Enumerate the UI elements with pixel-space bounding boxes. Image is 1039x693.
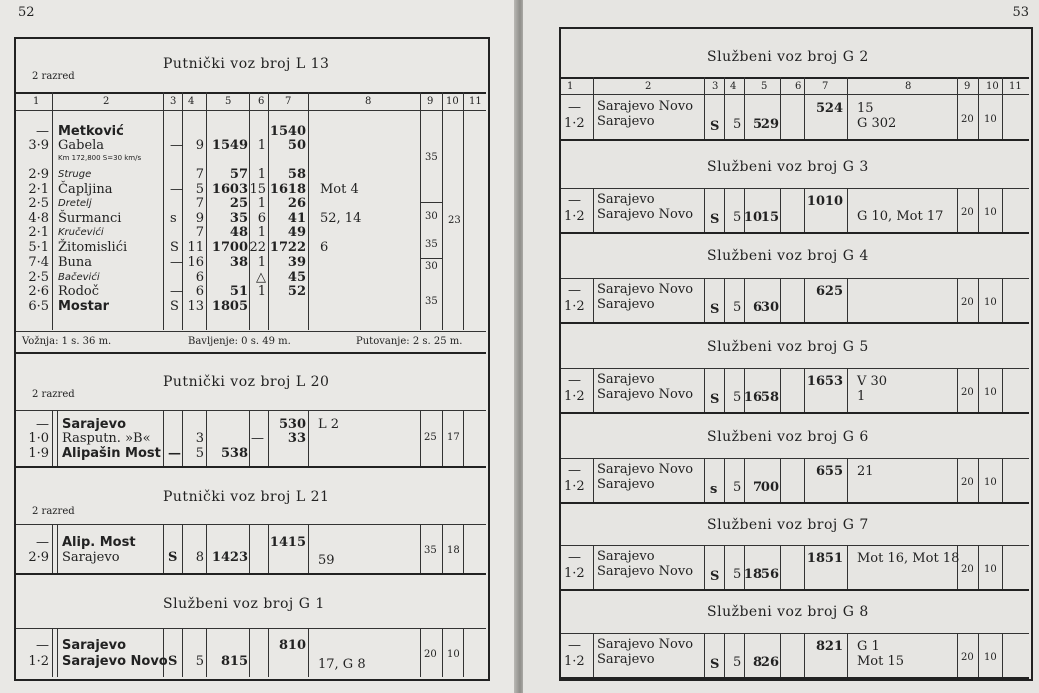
col-header: 10 [446, 96, 459, 107]
col9-cell: 20 [961, 297, 974, 308]
station-name: Sarajevo [62, 638, 126, 653]
station-name: Sarajevo [62, 417, 126, 432]
col10-cell: 10 [984, 387, 997, 398]
col-header: 10 [986, 81, 999, 92]
cell: S [170, 299, 179, 314]
station-name: Metković [58, 124, 124, 139]
hour-cell: 16 [806, 374, 825, 389]
cell: 15 [249, 182, 266, 197]
col9-cell: 35 [425, 239, 438, 250]
cell: 5 [733, 390, 742, 405]
hour-cell: 10 [743, 210, 762, 225]
cell: 7 [195, 225, 204, 240]
cell: 9 [195, 211, 204, 226]
page-number-left: 52 [18, 5, 35, 20]
minute-cell: 49 [287, 225, 306, 240]
cell: Mot 4 [320, 182, 359, 197]
km-cell: 2·5 [28, 270, 49, 285]
col10-cell: 10 [984, 477, 997, 488]
col10-cell: 10 [984, 207, 997, 218]
station-name: Sarajevo Novo [597, 207, 694, 222]
cell: — [168, 446, 181, 461]
cell: S [710, 119, 720, 134]
station-name: Mostar [58, 299, 110, 314]
hour-cell: 18 [211, 299, 230, 314]
minute-cell: 45 [287, 270, 306, 285]
km-cell: — [36, 124, 49, 139]
l13-putovanje: Putovanje: 2 s. 25 m. [356, 336, 463, 347]
cell: 22 [249, 240, 266, 255]
page-number-right: 53 [1012, 5, 1029, 20]
l13-bavljenje: Bavljenje: 0 s. 49 m. [188, 336, 291, 347]
minute-cell: 58 [287, 167, 306, 182]
km-cell: 1·2 [564, 479, 585, 494]
cell: 11 [187, 240, 204, 255]
minute-cell: 21 [824, 639, 843, 654]
hour-cell: 8 [752, 655, 762, 670]
minute-cell: 30 [760, 300, 779, 315]
col-header: 2 [645, 81, 652, 92]
cell: S [710, 392, 720, 407]
cell: S [168, 550, 178, 565]
cell: S [710, 212, 720, 227]
minute-cell: 39 [287, 255, 306, 270]
km-cell: — [568, 283, 581, 298]
hour-cell: 8 [278, 638, 288, 653]
station-name: Sarajevo Novo [62, 654, 168, 669]
cell: 21 [857, 464, 874, 479]
station-name: Rasputn. »B« [62, 431, 151, 446]
minute-cell: 25 [824, 284, 843, 299]
hour-cell: 5 [220, 446, 230, 461]
cell: s [710, 482, 718, 497]
minute-cell: 41 [287, 211, 306, 226]
km-cell: 2·1 [28, 225, 49, 240]
km-cell: 2·9 [28, 550, 49, 565]
hour-cell: 10 [806, 194, 825, 209]
col-header: 6 [258, 96, 265, 107]
minute-cell: 29 [760, 117, 779, 132]
col-header: 2 [103, 96, 110, 107]
col-header: 11 [469, 96, 482, 107]
col9-cell: 35 [425, 152, 438, 163]
hour-cell: 18 [743, 567, 762, 582]
km-cell: 2·6 [28, 284, 49, 299]
hour-cell: 5 [752, 117, 762, 132]
col-header: 1 [567, 81, 574, 92]
hour-cell: 16 [743, 390, 762, 405]
station-name: Rodoč [58, 284, 100, 299]
hour-cell: 8 [815, 639, 825, 654]
minute-cell: 05 [229, 299, 248, 314]
km-cell: 1·2 [564, 209, 585, 224]
cell: 9 [195, 138, 204, 153]
hour-cell: 14 [269, 535, 288, 550]
col-header: 3 [170, 96, 177, 107]
cell: G 302 [857, 116, 897, 131]
train-l20-class: 2 razred [32, 389, 75, 400]
station-name: Sarajevo [597, 297, 655, 312]
cell: L 2 [318, 417, 340, 432]
col9-cell: 20 [961, 207, 974, 218]
cell: G 10, Mot 17 [857, 209, 944, 224]
col-header: 7 [285, 96, 292, 107]
cell: 6 [257, 211, 266, 226]
cell: V 30 [857, 374, 888, 389]
km-cell: 1·2 [564, 566, 585, 581]
km-cell: 1·2 [564, 299, 585, 314]
col10-cell: 10 [447, 649, 460, 660]
km-cell: — [36, 638, 49, 653]
cell: 1 [257, 167, 266, 182]
minute-cell: 15 [229, 654, 248, 669]
station-name: Sarajevo [597, 652, 655, 667]
km-cell: — [568, 373, 581, 388]
hour-cell: 6 [815, 464, 825, 479]
station-name: Sarajevo Novo [597, 462, 694, 477]
minute-cell: 15 [287, 535, 306, 550]
train-g-title: Službeni voz broj G 3 [707, 159, 869, 175]
station-name: Čapljina [58, 182, 113, 197]
col-header: 11 [1009, 81, 1022, 92]
cell: 6 [195, 284, 204, 299]
station-name: Šurmanci [58, 211, 122, 226]
station-name: Sarajevo [597, 477, 655, 492]
minute-cell: 03 [229, 182, 248, 197]
hour-cell: 17 [269, 240, 288, 255]
col9-cell: 35 [425, 296, 438, 307]
km-cell: 1·2 [564, 389, 585, 404]
col-header: 8 [905, 81, 912, 92]
hour-cell: 5 [278, 417, 288, 432]
cell: s [170, 211, 177, 226]
cell: Mot 15 [857, 654, 905, 669]
cell: 13 [187, 299, 204, 314]
station-name: Bačevići [58, 272, 100, 283]
hour-cell: 14 [211, 550, 230, 565]
minute-cell: 24 [824, 101, 843, 116]
col9-cell: 30 [425, 211, 438, 222]
cell: 6 [320, 240, 329, 255]
minute-cell: 00 [229, 240, 248, 255]
cell: 1 [257, 255, 266, 270]
minute-cell: 48 [229, 225, 248, 240]
minute-cell: 33 [287, 431, 306, 446]
train-g-title: Službeni voz broj G 7 [707, 517, 869, 533]
cell: 5 [733, 567, 742, 582]
minute-cell: 53 [824, 374, 843, 389]
train-l20-title: Putnički voz broj L 20 [163, 374, 330, 390]
cell: S [168, 654, 178, 669]
cell: 5 [733, 117, 742, 132]
cell: 17, G 8 [318, 657, 366, 672]
station-name: Sarajevo [597, 549, 655, 564]
station-name: Sarajevo [62, 550, 120, 565]
minute-cell: 56 [760, 567, 779, 582]
minute-cell: 38 [229, 255, 248, 270]
cell: 5 [195, 446, 204, 461]
col-header: 4 [188, 96, 195, 107]
col9-cell: 20 [961, 114, 974, 125]
cell: 1 [257, 284, 266, 299]
station-name: Sarajevo Novo [597, 99, 694, 114]
minute-cell: 50 [287, 138, 306, 153]
km-cell: 2·9 [28, 167, 49, 182]
hour-cell: 17 [211, 240, 230, 255]
right-page [523, 0, 1039, 693]
col9-cell: 20 [961, 564, 974, 575]
cell: — [170, 182, 183, 197]
train-g-title: Službeni voz broj G 6 [707, 429, 869, 445]
km-cell: — [568, 193, 581, 208]
km-cell: 1·2 [564, 116, 585, 131]
station-name: Sarajevo [597, 114, 655, 129]
cell: 5 [195, 654, 204, 669]
km-cell: — [568, 463, 581, 478]
cell: 1 [857, 389, 866, 404]
minute-cell: 57 [229, 167, 248, 182]
minute-cell: 58 [760, 390, 779, 405]
cell: 5 [733, 480, 742, 495]
minute-cell: 26 [287, 196, 306, 211]
l13-note: Km 172,800 S=30 km/s [58, 154, 142, 162]
cell: G 1 [857, 639, 880, 654]
col-header: 9 [964, 81, 971, 92]
cell: 1 [257, 138, 266, 153]
minute-cell: 49 [229, 138, 248, 153]
km-cell: 1·2 [28, 654, 49, 669]
col-header: 9 [427, 96, 434, 107]
col-header: 3 [712, 81, 719, 92]
col9-cell: 20 [424, 649, 437, 660]
col9-cell: 20 [961, 477, 974, 488]
cell: — [170, 284, 183, 299]
train-g-title: Službeni voz broj G 4 [707, 248, 869, 264]
km-cell: 6·5 [28, 299, 49, 314]
cell: S [710, 569, 720, 584]
station-name: Gabela [58, 138, 105, 153]
km-cell: 5·1 [28, 240, 49, 255]
train-g-title: Službeni voz broj G 8 [707, 604, 869, 620]
km-cell: — [568, 638, 581, 653]
km-cell: 3·9 [28, 138, 49, 153]
cell: 3 [195, 431, 204, 446]
cell: 7 [195, 167, 204, 182]
km-cell: — [568, 550, 581, 565]
train-g-title: Službeni voz broj G 5 [707, 339, 869, 355]
station-name: Buna [58, 255, 93, 270]
hour-cell: 6 [815, 284, 825, 299]
train-l21-class: 2 razred [32, 506, 75, 517]
l13-voznja: Vožnja: 1 s. 36 m. [22, 336, 112, 347]
km-cell: 2·5 [28, 196, 49, 211]
col9-cell: 30 [425, 261, 438, 272]
train-l13-class: 2 razred [32, 71, 75, 82]
minute-cell: 30 [287, 417, 306, 432]
minute-cell: 10 [824, 194, 843, 209]
col9-cell: 20 [961, 652, 974, 663]
col9-cell: 25 [424, 432, 437, 443]
col-header: 4 [730, 81, 737, 92]
col10-cell: 10 [984, 297, 997, 308]
left-page [0, 0, 516, 693]
minute-cell: 26 [760, 655, 779, 670]
station-name: Alipašin Most [62, 446, 161, 461]
km-cell: — [36, 417, 49, 432]
minute-cell: 52 [287, 284, 306, 299]
hour-cell: 16 [211, 182, 230, 197]
col-header: 5 [761, 81, 768, 92]
cell: 16 [187, 255, 204, 270]
minute-cell: 22 [287, 240, 306, 255]
km-cell: 1·9 [28, 446, 49, 461]
col-header: 5 [225, 96, 232, 107]
hour-cell: 7 [752, 480, 762, 495]
col9-cell: 20 [961, 387, 974, 398]
cell: — [251, 431, 264, 446]
col10-cell: 10 [984, 652, 997, 663]
cell: S [710, 657, 720, 672]
minute-cell: 25 [229, 196, 248, 211]
minute-cell: 40 [287, 124, 306, 139]
col10-cell: 10 [984, 564, 997, 575]
cell: 5 [195, 182, 204, 197]
cell: 59 [318, 553, 335, 568]
minute-cell: 51 [229, 284, 248, 299]
station-name: Dretelj [58, 198, 92, 209]
station-name: Sarajevo Novo [597, 387, 694, 402]
station-name: Struge [58, 169, 92, 180]
train-l13-title: Putnički voz broj L 13 [163, 56, 330, 72]
train-g1-title: Službeni voz broj G 1 [163, 596, 325, 612]
hour-cell: 5 [815, 101, 825, 116]
minute-cell: 51 [824, 551, 843, 566]
cell: 5 [733, 300, 742, 315]
col10-cell: 17 [447, 432, 460, 443]
hour-cell: 18 [806, 551, 825, 566]
col9-cell: 35 [424, 545, 437, 556]
cell: 1 [257, 196, 266, 211]
cell: — [170, 138, 183, 153]
col10-cell: 23 [448, 215, 461, 226]
col-header: 6 [795, 81, 802, 92]
station-name: Sarajevo Novo [597, 637, 694, 652]
minute-cell: 38 [229, 446, 248, 461]
km-cell: 4·8 [28, 211, 49, 226]
km-cell: — [568, 100, 581, 115]
col10-cell: 10 [984, 114, 997, 125]
hour-cell: 6 [752, 300, 762, 315]
station-name: Sarajevo Novo [597, 564, 694, 579]
km-cell: 1·0 [28, 431, 49, 446]
hour-cell: 8 [220, 654, 230, 669]
col10-cell: 18 [447, 545, 460, 556]
minute-cell: 23 [229, 550, 248, 565]
minute-cell: 00 [760, 480, 779, 495]
cell: △ [256, 270, 266, 285]
minute-cell: 15 [760, 210, 779, 225]
km-cell: 7·4 [28, 255, 49, 270]
km-cell: 2·1 [28, 182, 49, 197]
cell: 8 [195, 550, 204, 565]
minute-cell: 35 [229, 211, 248, 226]
station-name: Kručevići [58, 227, 104, 238]
cell: S [170, 240, 179, 255]
hour-cell: 15 [269, 124, 288, 139]
cell: 1 [257, 225, 266, 240]
cell: — [170, 255, 183, 270]
minute-cell: 10 [287, 638, 306, 653]
train-l21-title: Putnički voz broj L 21 [163, 489, 330, 505]
cell: 5 [733, 655, 742, 670]
train-g-title: Službeni voz broj G 2 [707, 49, 869, 65]
minute-cell: 18 [287, 182, 306, 197]
cell: 7 [195, 196, 204, 211]
minute-cell: 55 [824, 464, 843, 479]
station-name: Sarajevo Novo [597, 282, 694, 297]
hour-cell: 15 [211, 138, 230, 153]
cell: S [710, 302, 720, 317]
station-name: Alip. Most [62, 535, 136, 550]
cell: 6 [195, 270, 204, 285]
cell: 5 [733, 210, 742, 225]
col-header: 1 [33, 96, 40, 107]
station-name: Žitomislići [58, 240, 128, 255]
col-header: 7 [822, 81, 829, 92]
station-name: Sarajevo [597, 192, 655, 207]
km-cell: — [36, 535, 49, 550]
cell: 15 [857, 101, 874, 116]
cell: 52, 14 [320, 211, 362, 226]
hour-cell: 16 [269, 182, 288, 197]
station-name: Sarajevo [597, 372, 655, 387]
cell: Mot 16, Mot 18 [857, 551, 960, 566]
col-header: 8 [365, 96, 372, 107]
km-cell: 1·2 [564, 654, 585, 669]
